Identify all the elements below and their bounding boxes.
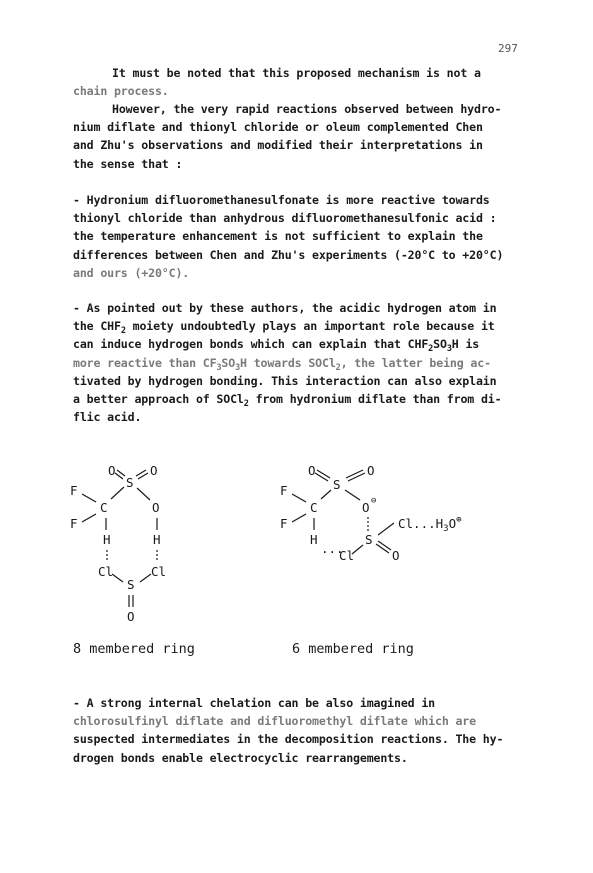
structure-8-membered-ring <box>60 455 200 630</box>
charge-minus: ⊖ <box>371 496 377 506</box>
atom-o-bottom: O <box>392 548 400 563</box>
structure-6-membered-ring <box>270 455 485 575</box>
atom-s-bottom: S <box>365 532 373 547</box>
caption-8-membered-ring: 8 membered ring <box>73 641 195 657</box>
paragraph-internal-chelation: - A strong internal chelation can be also imagined in chlorosulfinyl diflate and difluoromethyl diflate which are suspected intermediates in the decomposition reactions. The hy- drogen bonds enable electrocyclic rearrangements. <box>73 696 504 765</box>
atom-cl-right: Cl <box>151 564 167 579</box>
atom-h-left: H <box>103 532 111 547</box>
atom-s-bottom: S <box>127 577 135 592</box>
atom-s-top: S <box>333 477 341 492</box>
atom-cl: Cl <box>339 548 355 563</box>
h-bond-dots: ... <box>321 541 344 556</box>
atom-c: C <box>310 500 318 515</box>
atom-f-lower: F <box>70 516 78 531</box>
atom-f-upper: F <box>280 483 288 498</box>
atom-o-top-right: O <box>150 463 158 478</box>
atom-o-top-right: O <box>367 463 375 478</box>
caption-6-membered-ring: 6 membered ring <box>292 641 414 657</box>
paragraph-mechanism-note: It must be noted that this proposed mechanism is not a chain process. <box>73 66 481 99</box>
atom-f-lower: F <box>280 516 288 531</box>
page-number: 297 <box>498 42 518 55</box>
paragraph-hydronium-reactivity: - Hydronium difluoromethanesulfonate is more reactive towards thionyl chloride than anhydrous difluoromethanesulfonic acid : the temperature enhancement is not sufficient to explain the differences between Chen and Zhu's experiments (-20°C to +20°C) and ours (+20°C). <box>73 193 504 280</box>
atom-o-minus: O <box>362 500 370 515</box>
atom-cl-left: Cl <box>98 564 114 579</box>
cl-h3o-group: $Cl...H_3O^\oplus$ <box>398 515 462 534</box>
paragraph-hydrogen-bonding: - As pointed out by these authors, the acidic hydrogen atom in the $CHF_2$ moiety undoubtedly plays an important role because it can induce hydrogen bonds which can explain that $CHF_2SO_3H$ is more reactive than $CF_3SO_3H$ towards SOCl$_2$, the latter being ac- tivated by hydrogen bonding. This interaction can also explain a better approach of SOCl$_2$ from hydronium diflate than from di- flic acid. <box>73 301 502 425</box>
atom-s-top: S <box>126 475 134 490</box>
atom-o-bottom: O <box>127 609 135 624</box>
atom-f-upper: F <box>70 483 78 498</box>
atom-o-top-left: O <box>108 463 116 478</box>
atom-h-right: H <box>153 532 161 547</box>
atom-c: C <box>100 500 108 515</box>
atom-o-top-left: O <box>308 463 316 478</box>
atom-o-ring: O <box>152 500 160 515</box>
paragraph-rapid-reactions: However, the very rapid reactions observed between hydro- nium diflate and thionyl chloride or oleum complemented Chen and Zhu's observations and modified their interpretations in the sense that : <box>73 102 502 171</box>
atom-h: H <box>310 532 318 547</box>
